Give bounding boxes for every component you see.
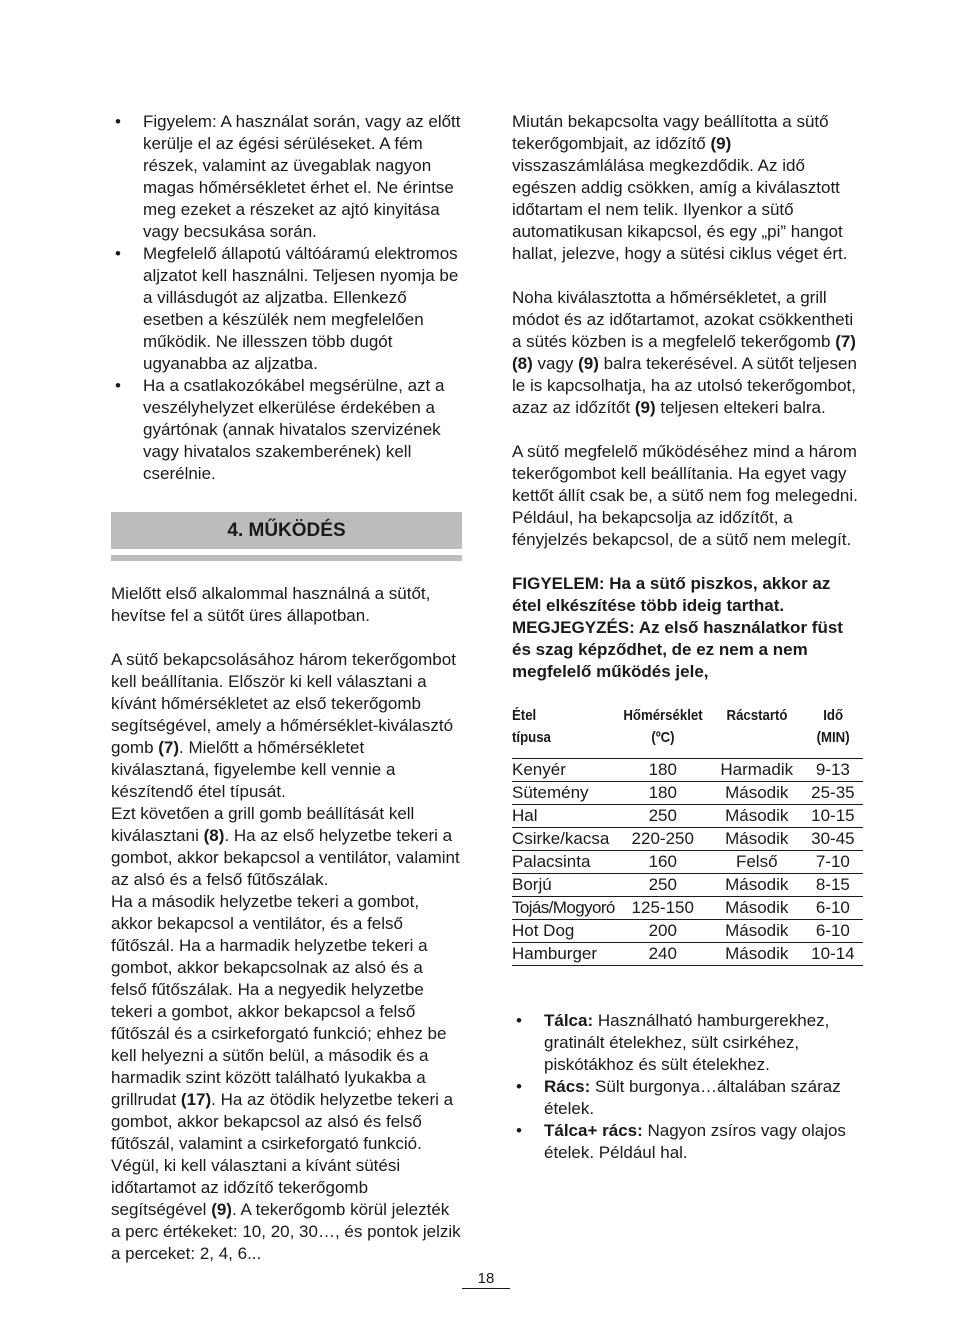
table-row xyxy=(512,874,863,897)
cell-rack: Felső xyxy=(711,851,803,874)
page-number: 18 xyxy=(462,1270,510,1289)
cell-food: Csirke/kacsa xyxy=(512,828,615,851)
cell-time: 10-14 xyxy=(803,943,863,966)
paragraph-knobs: A sütő bekapcsolásához három tekerőgombot kell beállítania. Először ki kell választani a kívánt hőmérsékletet az első tekerőgomb segítségével, amely a hőmérséklet-kiválasztó gomb (7). Mielőtt a hőmérsékletet kiválasztaná, figyelembe kell vennie a készítendő étel típusát. xyxy=(111,650,456,801)
header-rack: Rácstartó xyxy=(726,707,788,724)
warning-dirty-oven: FIGYELEM: Ha a sütő piszkos, akkor az étel elkészítése több ideig tarthat. xyxy=(512,574,831,615)
list-item: • Ha a csatlakozókábel megsérülne, azt a veszélyhelyzet elkerülése érdekében a gyártónak (annak hivatalos szervizének vagy hivatalos szakemberének) kell cserélnie. xyxy=(111,375,462,485)
cell-time: 10-15 xyxy=(803,805,863,828)
cell-time: 9-13 xyxy=(803,759,863,782)
cell-time: 6-10 xyxy=(803,897,863,920)
section-divider xyxy=(111,555,462,561)
list-item: • Megfelelő állapotú váltóáramú elektromos aljzatot kell használni. Teljesen nyomja be a villásdugót az aljzatba. Ellenkező esetben a készülék nem megfelelően működik. Ne illesszen több dugót ugyanabba az aljzatba. xyxy=(111,243,462,375)
cell-temp: 125-150 xyxy=(615,897,711,920)
cell-food: Tojás/Mogyoró xyxy=(512,897,615,920)
paragraph-all-knobs: A sütő megfelelő működéséhez mind a három tekerőgombot kell beállítania. Ha egyet vagy kettőt állít csak be, a sütő nem fog melegedni. Például, ha bekapcsolja az időzítőt, a fényjelzés bekapcsol, de a sütő nem melegít. xyxy=(512,442,858,549)
table-row xyxy=(512,851,863,874)
cell-rack: Második xyxy=(711,920,803,943)
table-row xyxy=(512,920,863,943)
cell-time: 6-10 xyxy=(803,920,863,943)
paragraph-adjust: Noha kiválasztotta a hőmérsékletet, a grill módot és az időtartamot, azokat csökkentheti a sütés közben is a megfelelő tekerőgomb (7) (8) vagy (9) balra tekerésével. A sütőt teljesen le is kapcsolhatja, ha az utolsó tekerőgombot, azaz az időzítőt (9) teljesen eltekeri balra. xyxy=(512,288,857,417)
header-food-type: Étel típusa xyxy=(512,707,551,746)
cell-rack: Második xyxy=(711,874,803,897)
table-row xyxy=(512,759,863,782)
cooking-table xyxy=(512,705,863,966)
cell-temp: 220-250 xyxy=(615,828,711,851)
header-time: Idő (MIN) xyxy=(816,707,850,746)
cell-temp: 180 xyxy=(615,759,711,782)
list-item: • Tálca: Használható hamburgerekhez, gratinált ételekhez, sült csirkéhez, piskótákhoz és sült ételekhez. xyxy=(512,1010,863,1076)
cell-temp: 250 xyxy=(615,874,711,897)
cell-temp: 250 xyxy=(615,805,711,828)
table-row xyxy=(512,828,863,851)
paragraph-timer: Végül, ki kell választani a kívánt sütési időtartamot az időzítő tekerőgomb segítségével (9). A tekerőgomb körül jelezték a perc értékeket: 10, 20, 30…, és pontok jelzik a perceket: 2, 4, 6... xyxy=(111,1156,461,1263)
cell-food: Kenyér xyxy=(512,759,615,782)
table-row xyxy=(512,943,863,966)
paragraph-preheat: Mielőtt első alkalommal használná a sütőt, hevítse fel a sütőt üres állapotban. xyxy=(111,584,431,625)
cell-food: Palacsinta xyxy=(512,851,615,874)
paragraph-grill: Ezt követően a grill gomb beállítását kell kiválasztani (8). Ha az első helyzetbe tekeri a gombot, akkor bekapcsol a ventilátor, valamint az alsó és a felső fűtőszálak. xyxy=(111,804,460,889)
cell-time: 30-45 xyxy=(803,828,863,851)
header-temperature: Hőmérséklet (ºC) xyxy=(623,707,703,746)
table-header-row xyxy=(512,705,863,749)
list-item: • Rács: Sült burgonya…általában száraz ételek. xyxy=(512,1076,863,1120)
cell-rack: Második xyxy=(711,943,803,966)
cell-food: Hamburger xyxy=(512,943,615,966)
cell-temp: 180 xyxy=(615,782,711,805)
cell-food: Borjú xyxy=(512,874,615,897)
cell-temp: 160 xyxy=(615,851,711,874)
cell-time: 8-15 xyxy=(803,874,863,897)
cell-rack: Harmadik xyxy=(711,759,803,782)
cell-temp: 240 xyxy=(615,943,711,966)
left-column xyxy=(111,111,462,1265)
cell-food: Hot Dog xyxy=(512,920,615,943)
list-item: • Tálca+ rács: Nagyon zsíros vagy olajos ételek. Például hal. xyxy=(512,1120,863,1164)
cell-food: Hal xyxy=(512,805,615,828)
cell-rack: Második xyxy=(711,897,803,920)
note-first-use: MEGJEGYZÉS: Az első használatkor füst és szag képződhet, de ez nem a nem megfelelő működés jele, xyxy=(512,618,843,681)
table-row xyxy=(512,782,863,805)
cell-rack: Második xyxy=(711,805,803,828)
paragraph-positions: Ha a második helyzetbe tekeri a gombot, akkor bekapcsol a ventilátor, és a felső fűtőszál. Ha a harmadik helyzetbe tekeri a gombot, akkor bekapcsolnak az alsó és a felső fűtőszálak. Ha a negyedik helyzetbe tekeri a gombot, akkor bekapcsol a felső fűtőszál és a csirkeforgató funkció; ehhez be kell helyezni a sütőn belül, a második és a harmadik szint között található lyukakba a grillrudat (17). Ha az ötödik helyzetbe tekeri a gombot, akkor bekapcsol az alsó és felső fűtőszál, valamint a csirkeforgató funkció. xyxy=(111,892,454,1153)
cell-temp: 200 xyxy=(615,920,711,943)
right-column xyxy=(512,111,863,1164)
table-row xyxy=(512,897,863,920)
paragraph-countdown: Miután bekapcsolta vagy beállította a sütő tekerőgombjait, az időzítő (9) visszaszámlálása megkezdődik. Az idő egészen addig csökken, amíg a kiválasztott időtartam el nem telik. Ilyenkor a sütő automatikusan kikapcsol, és egy „pi” hangot hallat, jelezve, hogy a sütési ciklus véget ért. xyxy=(512,112,848,263)
section-heading: 4. MŰKÖDÉS xyxy=(111,512,462,549)
cell-time: 7-10 xyxy=(803,851,863,874)
cell-rack: Második xyxy=(711,828,803,851)
cell-food: Sütemény xyxy=(512,782,615,805)
safety-bullet-list xyxy=(111,111,462,485)
cell-time: 25-35 xyxy=(803,782,863,805)
list-item: • Figyelem: A használat során, vagy az előtt kerülje el az égési sérüléseket. A fém részek, valamint az üvegablak nagyon magas hőmérsékletet érhet el. Ne érintse meg ezeket a részeket az ajtó kinyitása vagy becsukása során. xyxy=(111,111,462,243)
cell-rack: Második xyxy=(711,782,803,805)
accessory-bullet-list xyxy=(512,1010,863,1164)
table-row xyxy=(512,805,863,828)
